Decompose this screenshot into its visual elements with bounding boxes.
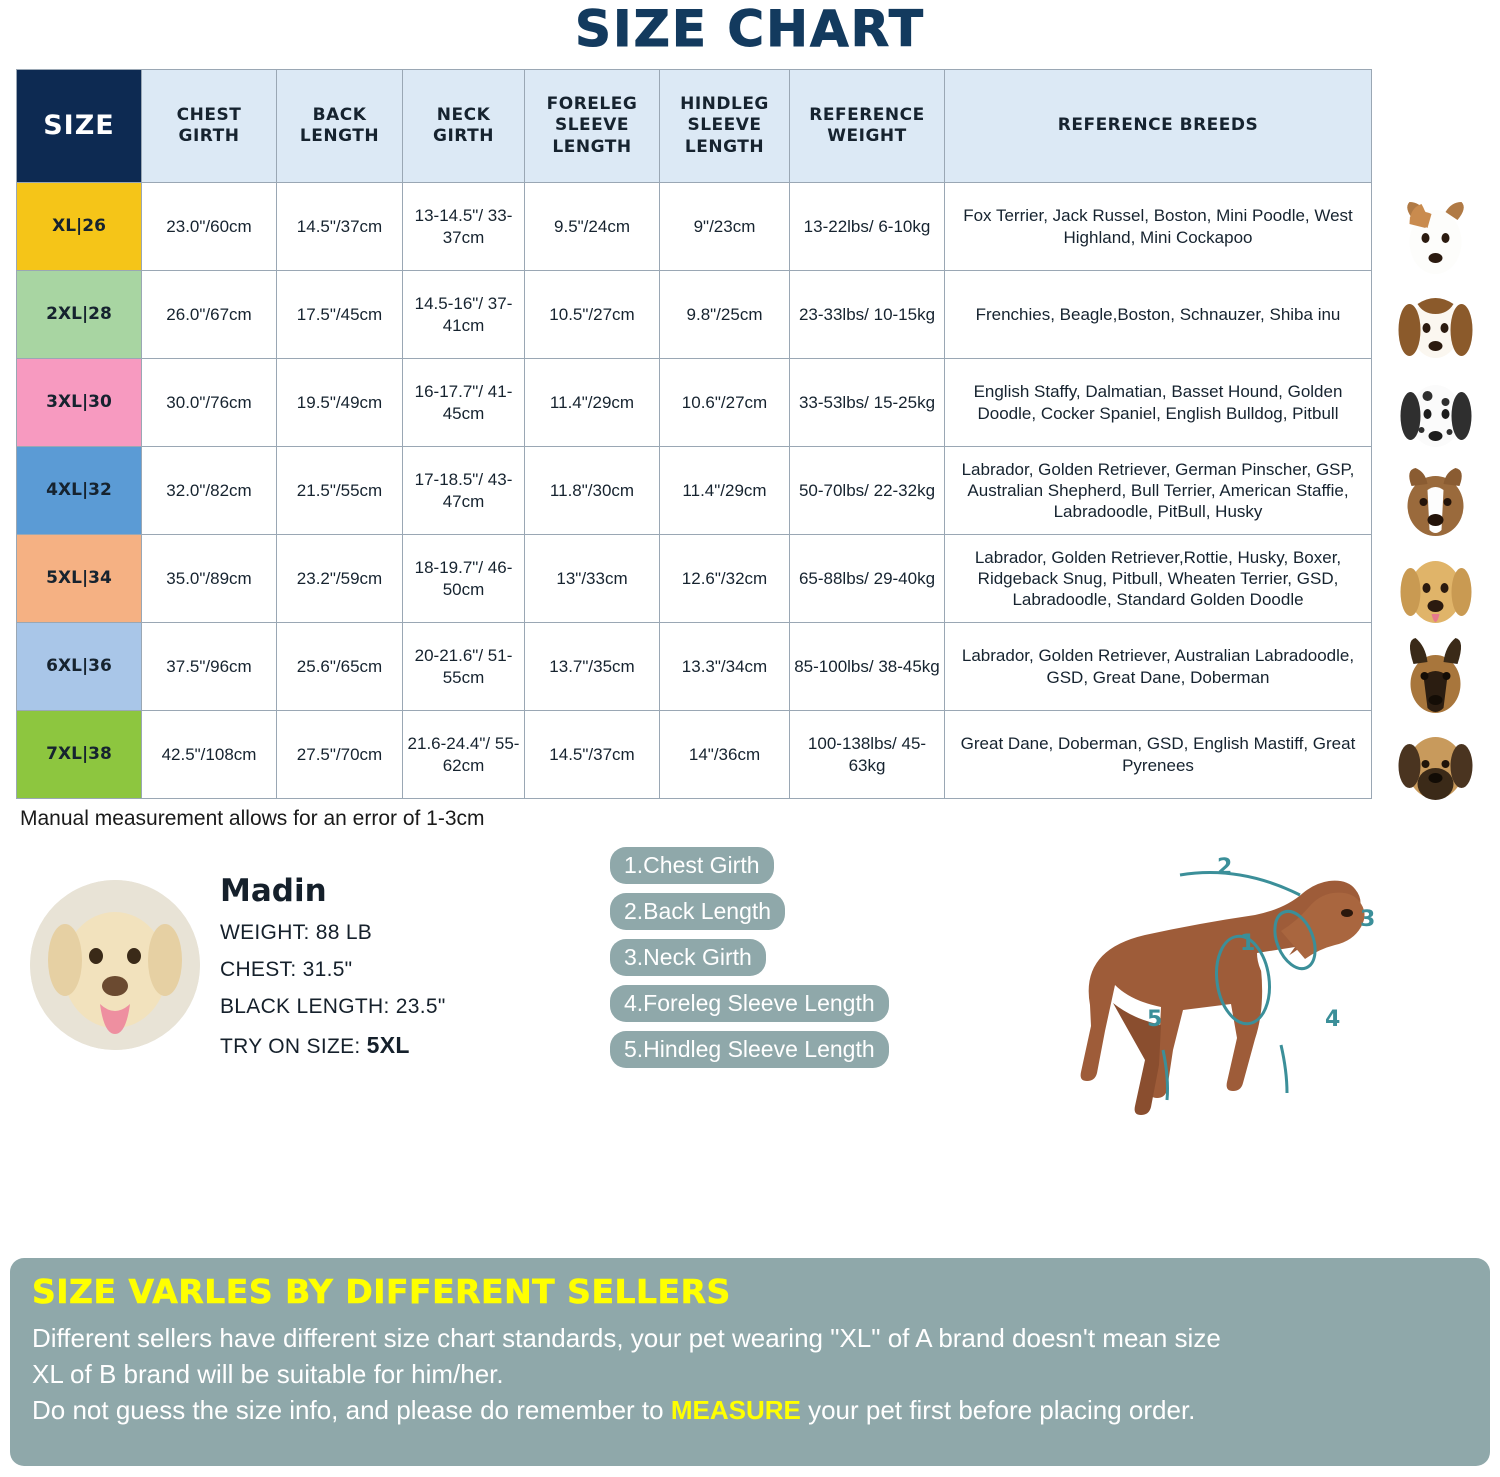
measure-step-row xyxy=(610,985,1000,1031)
breed-photo-mastiff xyxy=(1383,724,1488,812)
profile-weight: WEIGHT: 88 LB xyxy=(220,921,373,944)
cell-weight: 85-100lbs/ 38-45kg xyxy=(790,623,945,711)
middle-section xyxy=(10,835,1490,1135)
cell-weight: 65-88lbs/ 29-40kg xyxy=(790,535,945,623)
cell-neck: 21.6-24.4"/ 55-62cm xyxy=(403,711,525,799)
cell-size: 4XL|32 xyxy=(17,447,142,535)
cell-breeds: Great Dane, Doberman, GSD, English Mastiff, Great Pyrenees xyxy=(945,711,1372,799)
table-row xyxy=(17,183,1372,271)
measure-step-row xyxy=(610,939,1000,985)
model-profile xyxy=(30,865,590,1072)
cell-back: 23.2"/59cm xyxy=(277,535,403,623)
profile-info xyxy=(220,865,446,1072)
profile-chest: CHEST: 31.5" xyxy=(220,958,353,981)
breed-photo-gsd xyxy=(1383,636,1488,724)
cell-hindleg: 9.8"/25cm xyxy=(660,271,790,359)
banner-measure-highlight: MEASURE xyxy=(670,1394,801,1425)
cell-breeds: Fox Terrier, Jack Russel, Boston, Mini Poodle, West Highland, Mini Cockapoo xyxy=(945,183,1372,271)
breed-photo-fox-terrier xyxy=(1383,196,1488,284)
banner-line-1: Different sellers have different size chart standards, your pet wearing "XL" of A brand doesn't mean size xyxy=(32,1323,1221,1353)
table-row xyxy=(17,271,1372,359)
measure-step-chest-girth: 1.Chest Girth xyxy=(610,847,774,884)
dog-measurement-diagram xyxy=(995,835,1475,1135)
diagram-label-4: 4 xyxy=(1325,1007,1341,1032)
cell-chest: 32.0"/82cm xyxy=(142,447,277,535)
banner-body xyxy=(32,1321,1468,1429)
cell-foreleg: 11.8"/30cm xyxy=(525,447,660,535)
header-reference-breeds: REFERENCE BREEDS xyxy=(945,70,1372,183)
try-on-size: 5XL xyxy=(366,1032,410,1058)
header-back-length: BACK LENGTH xyxy=(277,70,403,183)
breed-photo-beagle xyxy=(1383,284,1488,372)
banner-title: SIZE VARLES BY DIFFERENT SELLERS xyxy=(32,1272,731,1311)
header-hindleg-sleeve-length: HINDLEG SLEEVE LENGTH xyxy=(660,70,790,183)
table-header xyxy=(17,70,1372,183)
cell-hindleg: 13.3"/34cm xyxy=(660,623,790,711)
cell-neck: 20-21.6"/ 51-55cm xyxy=(403,623,525,711)
cell-size: 7XL|38 xyxy=(17,711,142,799)
header-chest-girth: CHEST GIRTH xyxy=(142,70,277,183)
cell-size: XL|26 xyxy=(17,183,142,271)
header-neck-girth: NECK GIRTH xyxy=(403,70,525,183)
cell-neck: 17-18.5"/ 43-47cm xyxy=(403,447,525,535)
profile-name: Madin xyxy=(220,873,327,909)
cell-weight: 13-22lbs/ 6-10kg xyxy=(790,183,945,271)
cell-weight: 50-70lbs/ 22-32kg xyxy=(790,447,945,535)
cell-size: 3XL|30 xyxy=(17,359,142,447)
measure-step-back-length: 2.Back Length xyxy=(610,893,785,930)
profile-try-on xyxy=(220,1032,446,1059)
table-row xyxy=(17,447,1372,535)
cell-chest: 42.5"/108cm xyxy=(142,711,277,799)
breed-photo-pitbull xyxy=(1383,460,1488,548)
cell-back: 17.5"/45cm xyxy=(277,271,403,359)
measure-step-row xyxy=(610,1031,1000,1077)
size-chart-table xyxy=(16,69,1372,799)
cell-neck: 16-17.7"/ 41-45cm xyxy=(403,359,525,447)
measure-step-row xyxy=(610,847,1000,893)
cell-foreleg: 10.5"/27cm xyxy=(525,271,660,359)
page-title: SIZE CHART xyxy=(574,0,926,58)
cell-weight: 33-53lbs/ 15-25kg xyxy=(790,359,945,447)
cell-size: 6XL|36 xyxy=(17,623,142,711)
cell-back: 14.5"/37cm xyxy=(277,183,403,271)
table-row xyxy=(17,535,1372,623)
cell-neck: 14.5-16"/ 37-41cm xyxy=(403,271,525,359)
measure-step-neck-girth: 3.Neck Girth xyxy=(610,939,766,976)
cell-size: 5XL|34 xyxy=(17,535,142,623)
cell-chest: 35.0"/89cm xyxy=(142,535,277,623)
breed-photo-column xyxy=(1383,196,1488,812)
diagram-label-3: 3 xyxy=(1360,907,1376,932)
header-reference-weight: REFERENCE WEIGHT xyxy=(790,70,945,183)
measurement-note: Manual measurement allows for an error of 1-3cm xyxy=(20,807,485,830)
avatar xyxy=(30,880,200,1050)
cell-weight: 23-33lbs/ 10-15kg xyxy=(790,271,945,359)
diagram-label-1: 1 xyxy=(1240,931,1256,956)
cell-hindleg: 14"/36cm xyxy=(660,711,790,799)
cell-breeds: Labrador, Golden Retriever, Australian Labradoodle, GSD, Great Dane, Doberman xyxy=(945,623,1372,711)
seller-size-warning-banner xyxy=(10,1258,1490,1466)
banner-line-3-end: your pet first before placing order. xyxy=(800,1394,1196,1425)
cell-breeds: English Staffy, Dalmatian, Basset Hound, Golden Doodle, Cocker Spaniel, English Bulldog, Pitbull xyxy=(945,359,1372,447)
diagram-label-2: 2 xyxy=(1217,855,1233,880)
breed-photo-dalmatian xyxy=(1383,372,1488,460)
cell-hindleg: 9"/23cm xyxy=(660,183,790,271)
cell-chest: 30.0"/76cm xyxy=(142,359,277,447)
measure-step-foreleg-sleeve-length: 4.Foreleg Sleeve Length xyxy=(610,985,889,1022)
header-foreleg-sleeve-length: FORELEG SLEEVE LENGTH xyxy=(525,70,660,183)
header-size: SIZE xyxy=(17,70,142,183)
cell-chest: 37.5"/96cm xyxy=(142,623,277,711)
cell-breeds: Labrador, Golden Retriever,Rottie, Husky, Boxer, Ridgeback Snug, Pitbull, Wheaten Terrier, GSD, Labradoodle, Standard Golden Doodle xyxy=(945,535,1372,623)
cell-weight: 100-138lbs/ 45-63kg xyxy=(790,711,945,799)
cell-neck: 18-19.7"/ 46-50cm xyxy=(403,535,525,623)
banner-line-2: XL of B brand will be suitable for him/her. xyxy=(32,1358,504,1389)
cell-foreleg: 13.7"/35cm xyxy=(525,623,660,711)
cell-back: 27.5"/70cm xyxy=(277,711,403,799)
cell-foreleg: 11.4"/29cm xyxy=(525,359,660,447)
cell-size: 2XL|28 xyxy=(17,271,142,359)
breed-photo-labrador xyxy=(1383,548,1488,636)
cell-back: 19.5"/49cm xyxy=(277,359,403,447)
diagram-label-5: 5 xyxy=(1147,1007,1163,1032)
cell-back: 25.6"/65cm xyxy=(277,623,403,711)
cell-chest: 23.0"/60cm xyxy=(142,183,277,271)
table-row xyxy=(17,711,1372,799)
cell-breeds: Frenchies, Beagle,Boston, Schnauzer, Shiba inu xyxy=(945,271,1372,359)
profile-back-length: BLACK LENGTH: 23.5" xyxy=(220,995,446,1018)
cell-foreleg: 13"/33cm xyxy=(525,535,660,623)
table-row xyxy=(17,623,1372,711)
cell-chest: 26.0"/67cm xyxy=(142,271,277,359)
cell-hindleg: 11.4"/29cm xyxy=(660,447,790,535)
cell-hindleg: 12.6"/32cm xyxy=(660,535,790,623)
try-on-label: TRY ON SIZE: xyxy=(220,1035,361,1058)
table-body xyxy=(17,183,1372,799)
banner-line-3-start: Do not guess the size info, and please do remember to xyxy=(32,1394,671,1425)
measure-step-hindleg-sleeve-length: 5.Hindleg Sleeve Length xyxy=(610,1031,889,1068)
cell-foreleg: 9.5"/24cm xyxy=(525,183,660,271)
cell-back: 21.5"/55cm xyxy=(277,447,403,535)
cell-foreleg: 14.5"/37cm xyxy=(525,711,660,799)
table-row xyxy=(17,359,1372,447)
measure-step-row xyxy=(610,893,1000,939)
measurement-steps xyxy=(610,847,1000,1077)
cell-hindleg: 10.6"/27cm xyxy=(660,359,790,447)
cell-neck: 13-14.5"/ 33-37cm xyxy=(403,183,525,271)
cell-breeds: Labrador, Golden Retriever, German Pinscher, GSP, Australian Shepherd, Bull Terrier, American Staffie, Labradoodle, PitBull, Husky xyxy=(945,447,1372,535)
